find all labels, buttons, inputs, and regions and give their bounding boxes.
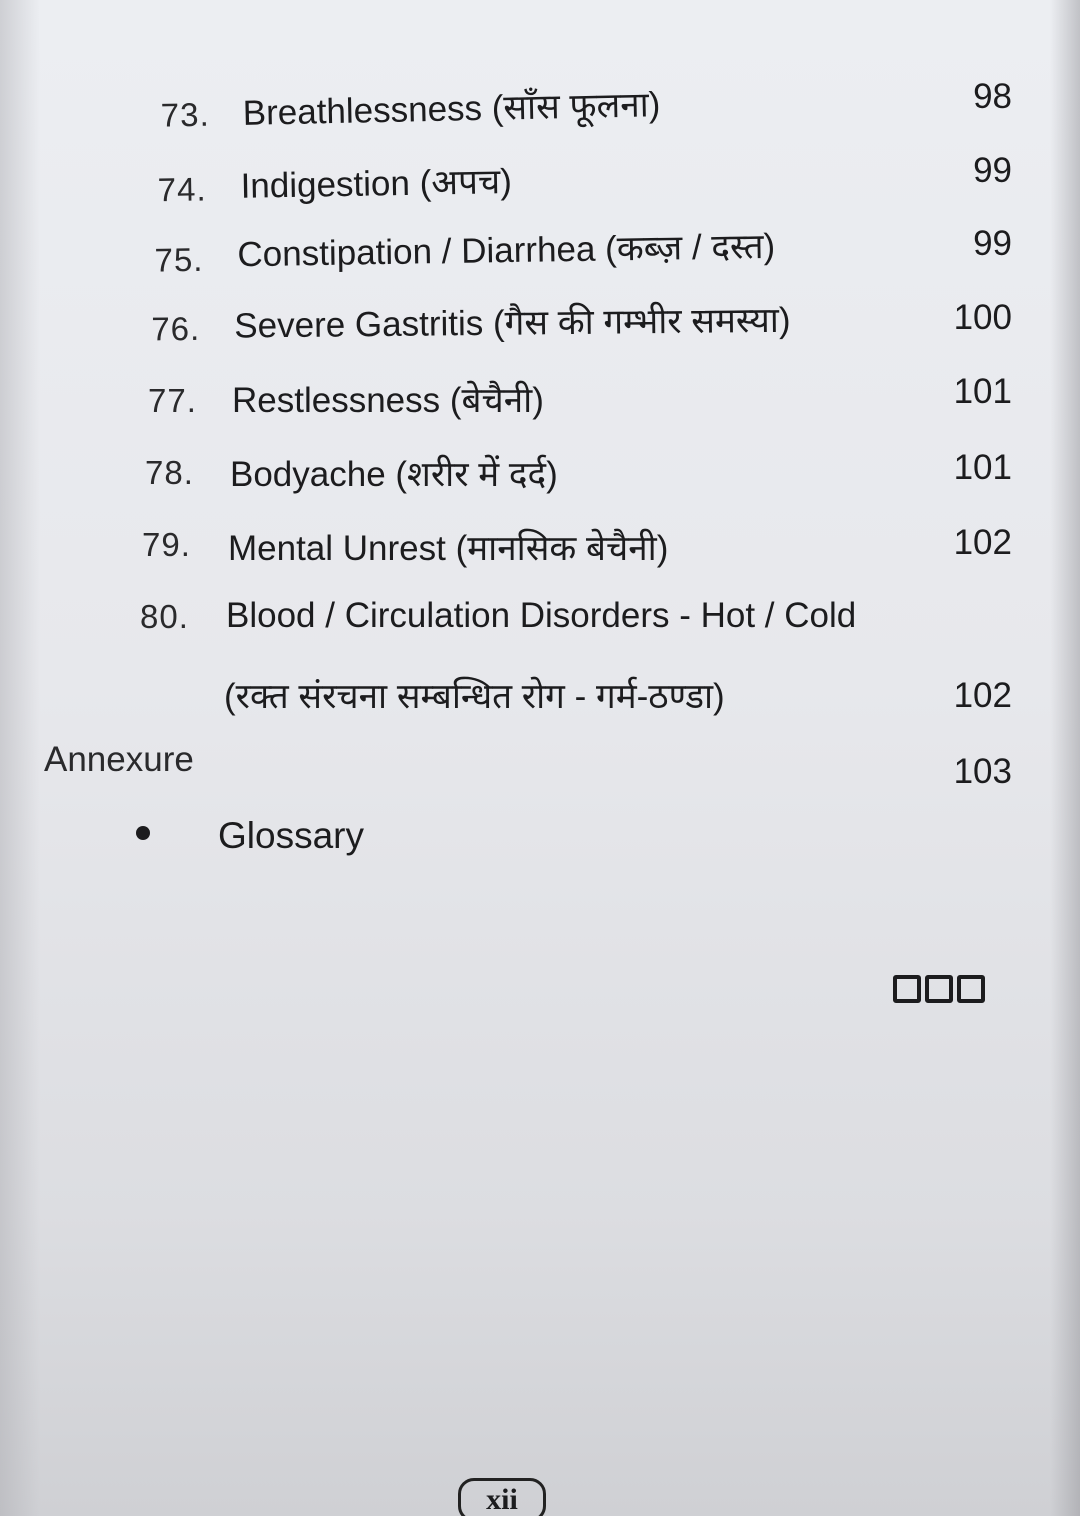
toc-entry: [0, 133, 1080, 212]
toc-entry-page: 100: [953, 298, 1012, 337]
toc-entry-page: 99: [973, 151, 1012, 190]
toc-entry-title: Mental Unrest (मानसिक बेचैनी): [228, 529, 669, 568]
toc-entry-title: Restlessness (बेचैनी): [232, 381, 544, 420]
toc-entry-number: 74.: [157, 170, 207, 209]
square-icon: [925, 975, 953, 1003]
toc-entry-page: 102: [953, 676, 1012, 715]
toc-entry: [0, 374, 1080, 434]
toc-entry-number: 78.: [145, 454, 194, 491]
toc-entry-page: 98: [973, 77, 1012, 116]
toc-entry-title: Constipation / Diarrhea (कब्ज़ / दस्त): [237, 226, 776, 275]
toc-entry: [0, 287, 1080, 358]
toc-entry: [0, 522, 1080, 582]
toc-entry-page: 101: [953, 372, 1012, 411]
page-number: xii: [458, 1478, 546, 1516]
toc-entry-title-line2: (रक्त संरचना सम्बन्धित रोग - गर्म-ठण्डा): [224, 677, 725, 716]
toc-entry: [0, 209, 1080, 286]
toc-entry-number: 76.: [151, 309, 201, 348]
toc-entry-number: 75.: [154, 240, 204, 279]
toc-entry-title: Severe Gastritis (गैस की गम्भीर समस्या): [234, 300, 791, 346]
toc-entry-page: 99: [973, 224, 1012, 263]
toc-entry-number: 79.: [142, 526, 191, 563]
annexure-page: 103: [953, 752, 1012, 791]
toc-entry-page: 102: [953, 523, 1012, 562]
toc-entry-number: 80.: [140, 598, 189, 635]
toc-entry: [0, 596, 1080, 656]
toc-entry-title: Breathlessness (साँस फूलना): [242, 85, 661, 133]
toc-entry-continuation: [0, 670, 1080, 730]
toc-entry-number: 73.: [160, 95, 211, 134]
toc-entry-title: Blood / Circulation Disorders - Hot / Cold: [226, 596, 857, 635]
annexure-item-glossary: Glossary: [218, 815, 364, 856]
square-icon: [957, 975, 985, 1003]
square-icon: [893, 975, 921, 1003]
end-marker: [893, 975, 985, 1003]
toc-entry-title: Indigestion (अपच): [240, 162, 513, 206]
bullet-icon: [136, 826, 150, 840]
toc-entry-title: Bodyache (शरीर में दर्द): [230, 455, 558, 494]
toc-entry: [0, 448, 1080, 508]
toc-entry-page: 101: [953, 448, 1012, 487]
toc-entry: [0, 55, 1080, 138]
toc-entry-number: 77.: [148, 382, 197, 419]
annexure-heading: Annexure: [44, 740, 194, 779]
